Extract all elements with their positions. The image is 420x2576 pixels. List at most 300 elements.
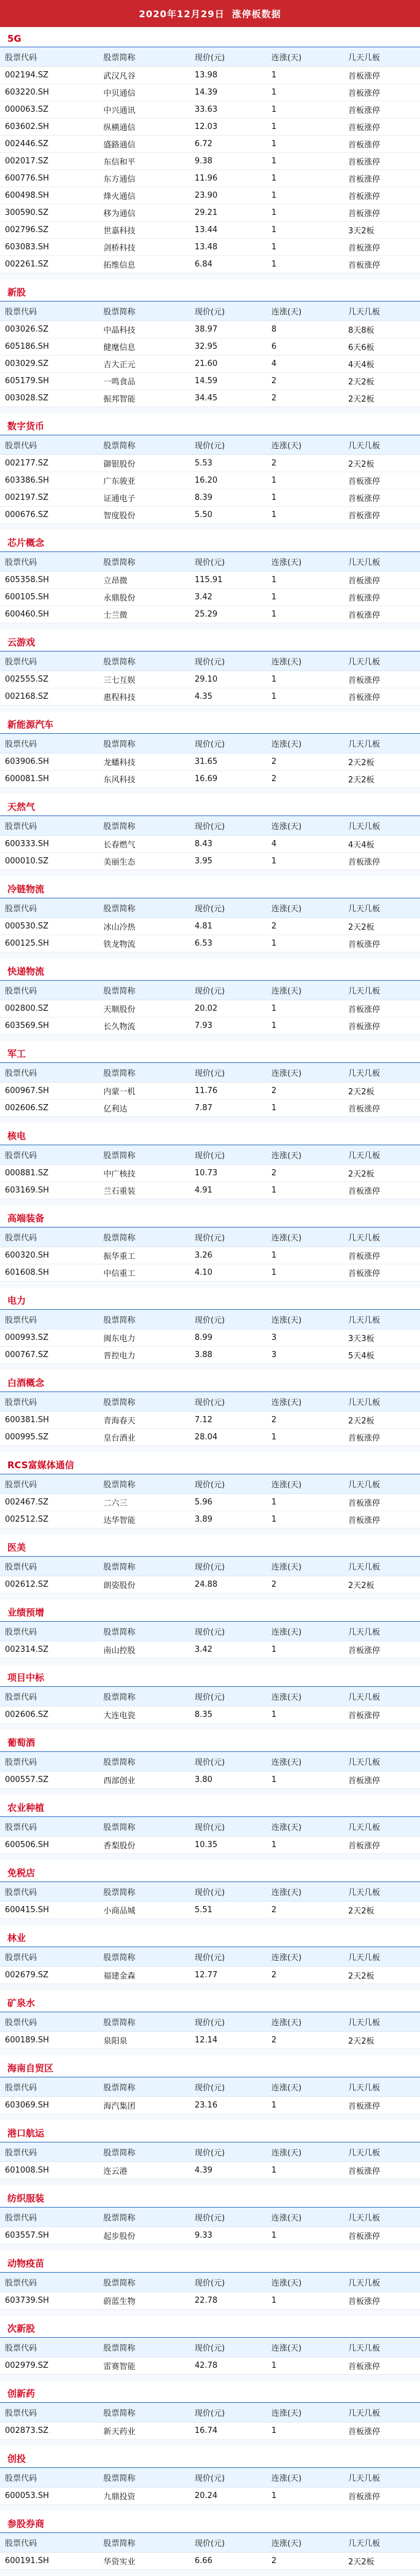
table-cell-col-days: 1: [266, 1182, 343, 1199]
table-cell-col-days: 1: [266, 1000, 343, 1018]
table-row: [0, 472, 420, 489]
section-divider: [0, 1446, 420, 1452]
table-cell-col-name: 长春燃气: [98, 836, 190, 853]
table-cell-col-boards: 4天4板: [343, 836, 420, 853]
table-header-col-price: 现价(元): [190, 1687, 266, 1706]
table-cell-col-price: 8.35: [190, 1706, 266, 1724]
sector-section: [0, 1665, 420, 1730]
table-row: [0, 1494, 420, 1511]
table-cell-col-boards: 首板涨停: [343, 1264, 420, 1282]
table-header-col-boards: 几天几板: [343, 652, 420, 671]
stock-table: [0, 301, 420, 407]
table-cell-col-price: 11.96: [190, 170, 266, 187]
table-cell-col-days: 8: [266, 321, 343, 338]
table-cell-col-price: 3.42: [190, 1641, 266, 1659]
table-cell-col-code: 600415.SH: [0, 1902, 98, 1919]
table-row: [0, 589, 420, 606]
table-header-col-name: 股票简称: [98, 1622, 190, 1641]
table-row: [0, 489, 420, 507]
table-cell-col-name: 铁龙物流: [98, 935, 190, 952]
table-cell-col-name: 长久物流: [98, 1018, 190, 1035]
table-row: [0, 1100, 420, 1117]
table-header-col-price: 现价(元): [190, 47, 266, 67]
table-cell-col-code: 605186.SH: [0, 338, 98, 356]
table-header-row: [0, 1752, 420, 1772]
table-cell-col-boards: 首板涨停: [343, 256, 420, 273]
table-header-col-boards: 几天几板: [343, 2142, 420, 2162]
table-header-col-days: 连涨(天): [266, 1752, 343, 1772]
table-row: [0, 187, 420, 204]
table-cell-col-boards: 首板涨停: [343, 84, 420, 101]
table-cell-col-days: 3: [266, 1329, 343, 1347]
table-cell-col-name: 中广核技: [98, 1165, 190, 1182]
stock-table: [0, 1751, 420, 1789]
table-cell-col-days: 1: [266, 2097, 343, 2114]
table-header-col-price: 现价(元): [190, 1228, 266, 1247]
table-cell-col-name: 东风科技: [98, 771, 190, 788]
table-header-col-name: 股票简称: [98, 2012, 190, 2032]
table-cell-col-boards: 首板涨停: [343, 2422, 420, 2440]
table-cell-col-name: 纵横通信: [98, 119, 190, 136]
table-cell-col-code: 002197.SZ: [0, 489, 98, 507]
table-header-row: [0, 2468, 420, 2488]
table-row: [0, 1772, 420, 1789]
table-header-row: [0, 652, 420, 671]
table-header-col-name: 股票简称: [98, 2142, 190, 2162]
table-row: [0, 356, 420, 373]
table-header-col-code: 股票代码: [0, 1063, 98, 1083]
table-cell-col-price: 4.81: [190, 918, 266, 935]
sector-section: [0, 2381, 420, 2446]
table-cell-col-code: 002314.SZ: [0, 1641, 98, 1659]
table-header-col-code: 股票代码: [0, 1310, 98, 1329]
stock-table: [0, 1947, 420, 1984]
table-cell-col-name: 中兴通讯: [98, 101, 190, 119]
table-cell-col-boards: 8天8板: [343, 321, 420, 338]
table-header-col-price: 现价(元): [190, 734, 266, 753]
table-row: [0, 2553, 420, 2570]
table-header-col-days: 连涨(天): [266, 2468, 343, 2488]
table-header-col-boards: 几天几板: [343, 2533, 420, 2553]
table-row: [0, 753, 420, 771]
table-row: [0, 1412, 420, 1429]
table-cell-col-name: 小商品城: [98, 1902, 190, 1919]
table-cell-col-boards: 首板涨停: [343, 1641, 420, 1659]
table-row: [0, 321, 420, 338]
table-header-col-boards: 几天几板: [343, 435, 420, 455]
table-header-col-price: 现价(元): [190, 302, 266, 321]
table-cell-col-boards: 2天2板: [343, 1967, 420, 1984]
table-header-col-boards: 几天几板: [343, 1063, 420, 1083]
table-cell-col-name: 闽东电力: [98, 1329, 190, 1347]
table-header-col-name: 股票简称: [98, 302, 190, 321]
table-row: [0, 101, 420, 119]
section-divider: [0, 1282, 420, 1288]
table-header-row: [0, 302, 420, 321]
sector-title: 新能源汽车: [7, 719, 54, 730]
table-row: [0, 853, 420, 870]
sector-title: 业绩预增: [7, 1607, 45, 1618]
table-cell-col-boards: 2天2板: [343, 771, 420, 788]
table-cell-col-price: 5.51: [190, 1902, 266, 1919]
table-header-row: [0, 1310, 420, 1329]
sector-title: RCS富媒体通信: [7, 1460, 74, 1471]
table-cell-col-price: 13.98: [190, 67, 266, 84]
table-header-col-price: 现价(元): [190, 552, 266, 572]
table-cell-col-price: 13.48: [190, 239, 266, 256]
table-header-row: [0, 1145, 420, 1165]
table-cell-col-boards: 首板涨停: [343, 187, 420, 204]
stock-table: [0, 1227, 420, 1282]
stock-table: [0, 980, 420, 1035]
sector-title: 军工: [7, 1048, 26, 1059]
table-cell-col-price: 11.76: [190, 1083, 266, 1100]
table-header-col-boards: 几天几板: [343, 1817, 420, 1837]
table-cell-col-price: 16.74: [190, 2422, 266, 2440]
table-cell-col-price: 28.04: [190, 1429, 266, 1446]
table-cell-col-price: 21.60: [190, 356, 266, 373]
table-cell-col-code: 000010.SZ: [0, 853, 98, 870]
sector-title: 矿泉水: [7, 1998, 36, 2009]
sector-section: [0, 1730, 420, 1795]
table-cell-col-days: 1: [266, 2488, 343, 2505]
table-row: [0, 1967, 420, 1984]
sector-section: [0, 413, 420, 530]
table-row: [0, 2227, 420, 2244]
table-cell-col-price: 6.84: [190, 256, 266, 273]
table-header-col-boards: 几天几板: [343, 1882, 420, 1902]
table-cell-col-code: 002261.SZ: [0, 256, 98, 273]
table-header-col-price: 现价(元): [190, 2468, 266, 2488]
table-row: [0, 1264, 420, 1282]
table-row: [0, 1706, 420, 1724]
table-cell-col-days: 1: [266, 688, 343, 706]
table-cell-col-price: 33.63: [190, 101, 266, 119]
stock-table: [0, 2402, 420, 2440]
table-cell-col-code: 002800.SZ: [0, 1000, 98, 1018]
table-cell-col-name: 智度股份: [98, 507, 190, 524]
table-cell-col-code: 603602.SH: [0, 119, 98, 136]
table-cell-col-boards: 首板涨停: [343, 1100, 420, 1117]
table-cell-col-name: 二六三: [98, 1494, 190, 1511]
table-cell-col-boards: 首板涨停: [343, 1247, 420, 1264]
table-cell-col-boards: 首板涨停: [343, 1429, 420, 1446]
table-row: [0, 606, 420, 623]
table-cell-col-code: 003029.SZ: [0, 356, 98, 373]
table-cell-col-name: 东方通信: [98, 170, 190, 187]
table-cell-col-price: 3.26: [190, 1247, 266, 1264]
sector-title: 医美: [7, 1542, 26, 1553]
section-divider: [0, 2309, 420, 2316]
table-header-col-price: 现价(元): [190, 1752, 266, 1772]
sector-title: 林业: [7, 1932, 26, 1944]
table-header-row: [0, 734, 420, 753]
table-cell-col-code: 000767.SZ: [0, 1347, 98, 1364]
sector-section: [0, 2316, 420, 2381]
table-cell-col-boards: 2天2板: [343, 2553, 420, 2570]
table-cell-col-days: 1: [266, 2357, 343, 2375]
table-cell-col-price: 14.39: [190, 84, 266, 101]
sector-section: [0, 2055, 420, 2120]
table-cell-col-name: 泉阳泉: [98, 2032, 190, 2049]
table-row: [0, 688, 420, 706]
table-header-col-name: 股票简称: [98, 2077, 190, 2097]
table-row: [0, 222, 420, 239]
table-header-col-price: 现价(元): [190, 435, 266, 455]
table-cell-col-name: 起步股份: [98, 2227, 190, 2244]
table-cell-col-price: 3.88: [190, 1347, 266, 1364]
table-header-col-code: 股票代码: [0, 1687, 98, 1706]
section-divider: [0, 1528, 420, 1535]
table-cell-col-name: 惠程科技: [98, 688, 190, 706]
table-cell-col-days: 1: [266, 187, 343, 204]
table-cell-col-boards: 首板涨停: [343, 2292, 420, 2309]
table-header-row: [0, 1228, 420, 1247]
table-header-col-name: 股票简称: [98, 816, 190, 836]
table-cell-col-days: 1: [266, 1706, 343, 1724]
table-cell-col-name: 广东骏亚: [98, 472, 190, 489]
table-row: [0, 1837, 420, 1854]
table-row: [0, 170, 420, 187]
table-header-col-name: 股票简称: [98, 1474, 190, 1494]
table-header-col-code: 股票代码: [0, 1947, 98, 1967]
table-cell-col-days: 1: [266, 1772, 343, 1789]
sector-section: [0, 1205, 420, 1288]
sector-title: 芯片概念: [7, 537, 45, 548]
table-cell-col-name: 香梨股份: [98, 1837, 190, 1854]
table-header-col-boards: 几天几板: [343, 1392, 420, 1412]
table-cell-col-price: 115.91: [190, 572, 266, 589]
table-cell-col-name: 青海春天: [98, 1412, 190, 1429]
table-cell-col-price: 22.78: [190, 2292, 266, 2309]
table-header-col-name: 股票简称: [98, 1063, 190, 1083]
stock-table: [0, 2532, 420, 2570]
table-header-col-price: 现价(元): [190, 2012, 266, 2032]
stock-table: [0, 1621, 420, 1659]
table-cell-col-boards: 首板涨停: [343, 1494, 420, 1511]
table-cell-col-name: 大连电瓷: [98, 1706, 190, 1724]
sector-section: [0, 1123, 420, 1205]
table-header-col-name: 股票简称: [98, 1947, 190, 1967]
table-cell-col-code: 000993.SZ: [0, 1329, 98, 1347]
table-cell-col-code: 002512.SZ: [0, 1511, 98, 1528]
table-cell-col-price: 4.35: [190, 688, 266, 706]
table-cell-col-boards: 首板涨停: [343, 1706, 420, 1724]
stock-table: [0, 1145, 420, 1199]
table-cell-col-boards: 2天2板: [343, 918, 420, 935]
table-cell-col-price: 8.39: [190, 489, 266, 507]
table-cell-col-boards: 首板涨停: [343, 2162, 420, 2179]
table-header-col-name: 股票简称: [98, 2533, 190, 2553]
table-cell-col-days: 1: [266, 2422, 343, 2440]
table-cell-col-code: 003028.SZ: [0, 390, 98, 407]
table-cell-col-boards: 首板涨停: [343, 1837, 420, 1854]
table-header-col-days: 连涨(天): [266, 1392, 343, 1412]
table-cell-col-days: 1: [266, 256, 343, 273]
table-header-col-boards: 几天几板: [343, 2012, 420, 2032]
sector-title: 项目中标: [7, 1672, 45, 1683]
table-cell-col-name: 达华智能: [98, 1511, 190, 1528]
sector-section: [0, 2251, 420, 2316]
table-cell-col-name: 吉大正元: [98, 356, 190, 373]
sector-title: 电力: [7, 1295, 26, 1306]
table-header-col-days: 连涨(天): [266, 2208, 343, 2227]
table-cell-col-price: 29.10: [190, 671, 266, 688]
table-cell-col-days: 6: [266, 338, 343, 356]
table-header-col-days: 连涨(天): [266, 1687, 343, 1706]
table-cell-col-code: 000995.SZ: [0, 1429, 98, 1446]
table-header-col-code: 股票代码: [0, 1622, 98, 1641]
table-cell-col-days: 1: [266, 572, 343, 589]
stock-table: [0, 1686, 420, 1724]
table-cell-col-boards: 首板涨停: [343, 489, 420, 507]
table-row: [0, 1511, 420, 1528]
sector-title: 数字货币: [7, 421, 45, 432]
table-cell-col-code: 002606.SZ: [0, 1100, 98, 1117]
table-cell-col-code: 002679.SZ: [0, 1967, 98, 1984]
table-cell-col-name: 士兰微: [98, 606, 190, 623]
table-cell-col-name: 中贝通信: [98, 84, 190, 101]
table-row: [0, 771, 420, 788]
table-cell-col-boards: 首板涨停: [343, 1000, 420, 1018]
table-cell-col-code: 600105.SH: [0, 589, 98, 606]
table-header-col-code: 股票代码: [0, 652, 98, 671]
table-header-col-name: 股票简称: [98, 1392, 190, 1412]
table-header-col-name: 股票简称: [98, 1752, 190, 1772]
table-header-col-price: 现价(元): [190, 1145, 266, 1165]
section-divider: [0, 1593, 420, 1600]
table-header-col-price: 现价(元): [190, 1474, 266, 1494]
table-cell-col-price: 9.33: [190, 2227, 266, 2244]
section-divider: [0, 2375, 420, 2381]
table-cell-col-code: 002796.SZ: [0, 222, 98, 239]
sector-section: [0, 712, 420, 794]
table-header-col-name: 股票简称: [98, 2403, 190, 2422]
table-row: [0, 918, 420, 935]
table-header-col-price: 现价(元): [190, 1817, 266, 1837]
table-cell-col-price: 4.91: [190, 1182, 266, 1199]
table-header-col-price: 现价(元): [190, 2077, 266, 2097]
table-cell-col-days: 2: [266, 1165, 343, 1182]
table-header-row: [0, 47, 420, 67]
table-cell-col-name: 新天药业: [98, 2422, 190, 2440]
table-header-row: [0, 1882, 420, 1902]
table-cell-col-name: 中信重工: [98, 1264, 190, 1282]
table-header-col-name: 股票简称: [98, 1817, 190, 1837]
table-cell-col-name: 盛路通信: [98, 136, 190, 153]
table-cell-col-code: 605358.SH: [0, 572, 98, 589]
table-header-col-code: 股票代码: [0, 552, 98, 572]
sector-title: 5G: [7, 33, 21, 44]
sector-title: 核电: [7, 1130, 26, 1142]
table-cell-col-code: 603569.SH: [0, 1018, 98, 1035]
sector-section: [0, 2511, 420, 2576]
section-divider: [0, 1789, 420, 1795]
banner-date: 2020年12月29日: [139, 8, 225, 20]
table-cell-col-days: 1: [266, 222, 343, 239]
table-header-col-price: 现价(元): [190, 2403, 266, 2422]
table-cell-col-days: 1: [266, 84, 343, 101]
table-header-col-code: 股票代码: [0, 2208, 98, 2227]
table-cell-col-code: 603169.SH: [0, 1182, 98, 1199]
table-cell-col-boards: 4天4板: [343, 356, 420, 373]
stock-table: [0, 2142, 420, 2179]
section-divider: [0, 2244, 420, 2251]
table-cell-col-name: 海汽集团: [98, 2097, 190, 2114]
table-header-col-days: 连涨(天): [266, 1063, 343, 1083]
table-header-col-code: 股票代码: [0, 1228, 98, 1247]
table-cell-col-price: 13.44: [190, 222, 266, 239]
table-cell-col-boards: 2天2板: [343, 373, 420, 390]
table-cell-col-days: 2: [266, 390, 343, 407]
table-header-col-code: 股票代码: [0, 1145, 98, 1165]
table-cell-col-name: 龙蟠科技: [98, 753, 190, 771]
table-header-col-days: 连涨(天): [266, 1228, 343, 1247]
table-cell-col-days: 1: [266, 935, 343, 952]
sector-section: [0, 959, 420, 1041]
table-cell-col-code: 002017.SZ: [0, 153, 98, 170]
table-cell-col-boards: 首板涨停: [343, 572, 420, 589]
table-cell-col-boards: 6天6板: [343, 338, 420, 356]
table-header-col-code: 股票代码: [0, 2338, 98, 2357]
table-cell-col-boards: 首板涨停: [343, 507, 420, 524]
table-row: [0, 836, 420, 853]
table-header-col-days: 连涨(天): [266, 2142, 343, 2162]
table-header-col-code: 股票代码: [0, 2077, 98, 2097]
table-cell-col-name: 三七互娱: [98, 671, 190, 688]
table-cell-col-code: 603557.SH: [0, 2227, 98, 2244]
table-cell-col-boards: 5天4板: [343, 1347, 420, 1364]
table-cell-col-days: 1: [266, 853, 343, 870]
table-row: [0, 2357, 420, 2375]
table-cell-col-code: 603220.SH: [0, 84, 98, 101]
table-row: [0, 1182, 420, 1199]
table-row: [0, 2422, 420, 2440]
table-cell-col-name: 立昂微: [98, 572, 190, 589]
table-row: [0, 338, 420, 356]
table-row: [0, 1165, 420, 1182]
table-header-col-boards: 几天几板: [343, 816, 420, 836]
table-cell-col-code: 300590.SZ: [0, 204, 98, 222]
table-header-col-days: 连涨(天): [266, 652, 343, 671]
table-cell-col-code: 002873.SZ: [0, 2422, 98, 2440]
section-divider: [0, 407, 420, 413]
table-cell-col-code: 000063.SZ: [0, 101, 98, 119]
table-cell-col-days: 1: [266, 101, 343, 119]
table-header-col-code: 股票代码: [0, 2273, 98, 2292]
table-cell-col-days: 4: [266, 836, 343, 853]
table-cell-col-code: 600320.SH: [0, 1247, 98, 1264]
table-cell-col-days: 2: [266, 771, 343, 788]
table-row: [0, 1347, 420, 1364]
table-cell-col-days: 1: [266, 2292, 343, 2309]
table-cell-col-boards: 2天2板: [343, 1412, 420, 1429]
table-header-row: [0, 1687, 420, 1706]
table-cell-col-price: 14.59: [190, 373, 266, 390]
table-header-col-boards: 几天几板: [343, 1310, 420, 1329]
table-cell-col-name: 内蒙一机: [98, 1083, 190, 1100]
table-cell-col-days: 1: [266, 2162, 343, 2179]
table-cell-col-days: 1: [266, 489, 343, 507]
table-header-col-code: 股票代码: [0, 898, 98, 918]
table-cell-col-days: 1: [266, 1837, 343, 1854]
table-header-col-code: 股票代码: [0, 734, 98, 753]
table-header-col-boards: 几天几板: [343, 1557, 420, 1576]
table-cell-col-boards: 首板涨停: [343, 2488, 420, 2505]
section-divider: [0, 706, 420, 712]
sector-title: 参股券商: [7, 2518, 45, 2529]
table-cell-col-code: 600460.SH: [0, 606, 98, 623]
